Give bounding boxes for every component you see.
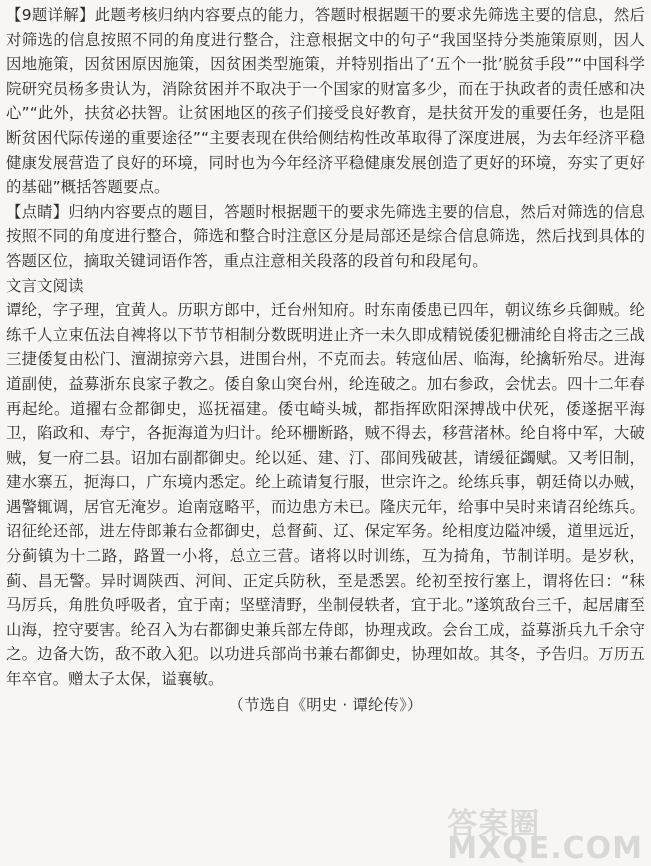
passage-source: （节选自《明史 · 谭纶传》） [228, 695, 423, 714]
watermark-text: 答案圈 MXQE.COM [447, 806, 643, 866]
q9-heading: 【9题详解】 [6, 6, 95, 24]
q9-body: 此题考核归纳内容要点的能力，答题时根据题干的要求先筛选主要的信息，然后对筛选的信息按照不同的角度进行整合，注意根据文中的句子“我国坚持分类施策原则，因人因地施策，因贫困原因施策，因贫困类型施策，并特别指出了‘五个一批’脱贫手段”“中国科学院研究员杨多贵认为，消除贫困并不取决于一个国家的财富多少，而在于执政者的责任感和决心”“此外，扶贫必扶智。让贫困地区的孩子们接受良好教育，是扶贫开发的重要任务，也是阻断贫困代际传递的重要途径”“主要表现在供给侧结构性改革取得了深度进展，为去年经济平稳健康发展营造了良好的环境，同时也为今年经济平稳健康发展创造了更好的环境，夯实了更好的基础”概括答题要点。 [6, 6, 645, 197]
dianjing-body: 归纳内容要点的题目，答题时根据题干的要求先筛选主要的信息，然后对筛选的信息按照不同的角度进行整合，筛选和整合时注意区分是局部还是综合信息筛选，然后找到具体的答题区位，摘取关键词语作答，重点注意相关段落的段首句和段尾句。 [6, 202, 645, 270]
watermark-logo [447, 792, 643, 866]
dianjing-heading: 【点睛】 [6, 202, 69, 221]
classical-passage: 谭纶，字子理，宜黄人。历职方郎中，迁台州知府。时东南倭患已四年，朝议练乡兵御贼。纶练千人立束伍法自裨将以下节节相制分数既明进止齐一未久即成精锐倭犯栅浦纶自将击之三战三捷倭复由松门、澶湖掠旁六县，进围台州，不克而去。转寇仙居、临海，纶擒斩殆尽。进海道副使，益募浙东良家子教之。倭自象山突台州，纶连破之。加右参政，会忧去。四十二年春再起纶。道擢右佥都御史，巡抚福建。倭屯崎头城，都指挥欧阳深搏战中伏死，倭遂据平海卫，陷政和、寿宁，各扼海道为归计。纶环栅断路，贼不得去，移营渚林。纶自将中军，大破贼，复一府二县。诏加右副都御史。纶以延、建、汀、邵间残破甚，请缓征蠲赋。又考旧制，建水寨五，扼海口，广东境内悉定。纶上疏请复行服，世宗许之。纶练兵事，朝廷倚以办贼，遇警辄调，居官无淹岁。迨南寇略平，而边患方未已。隆庆元年，给事中吴时来请召纶练兵。诏征纶还部，进左侍郎兼右佥都御史，总督蓟、辽、保定军务。纶相度边隘冲缓，道里远近，分蓟镇为十二路，路置一小将，总立三营。诸将以时训练，互为掎角，节制详明。是岁秋，蓟、昌无警。异时调陕西、河间、正定兵防秋，至是悉罢。纶初至按行塞上，谓将佐曰：“秣马厉兵，角胜负呼吸者，宜于南；坚壁清野，坐制侵轶者，宜于北。”遂筑敌台三千，起居庸至山海，控守要害。纶召入为右都御史兼兵部左侍郎，协理戎政。会台工成，益募浙兵九千余守之。边备大饬，敌不敢入犯。以功进兵部尚书兼右都御史，协理如故。其冬，予告归。万历五年卒官。赠太子太保，谥襄敏。 [6, 301, 645, 689]
dianjing-paragraph [6, 200, 645, 274]
section-title: 文言文阅读 [6, 276, 84, 295]
q9-explanation [6, 3, 645, 200]
